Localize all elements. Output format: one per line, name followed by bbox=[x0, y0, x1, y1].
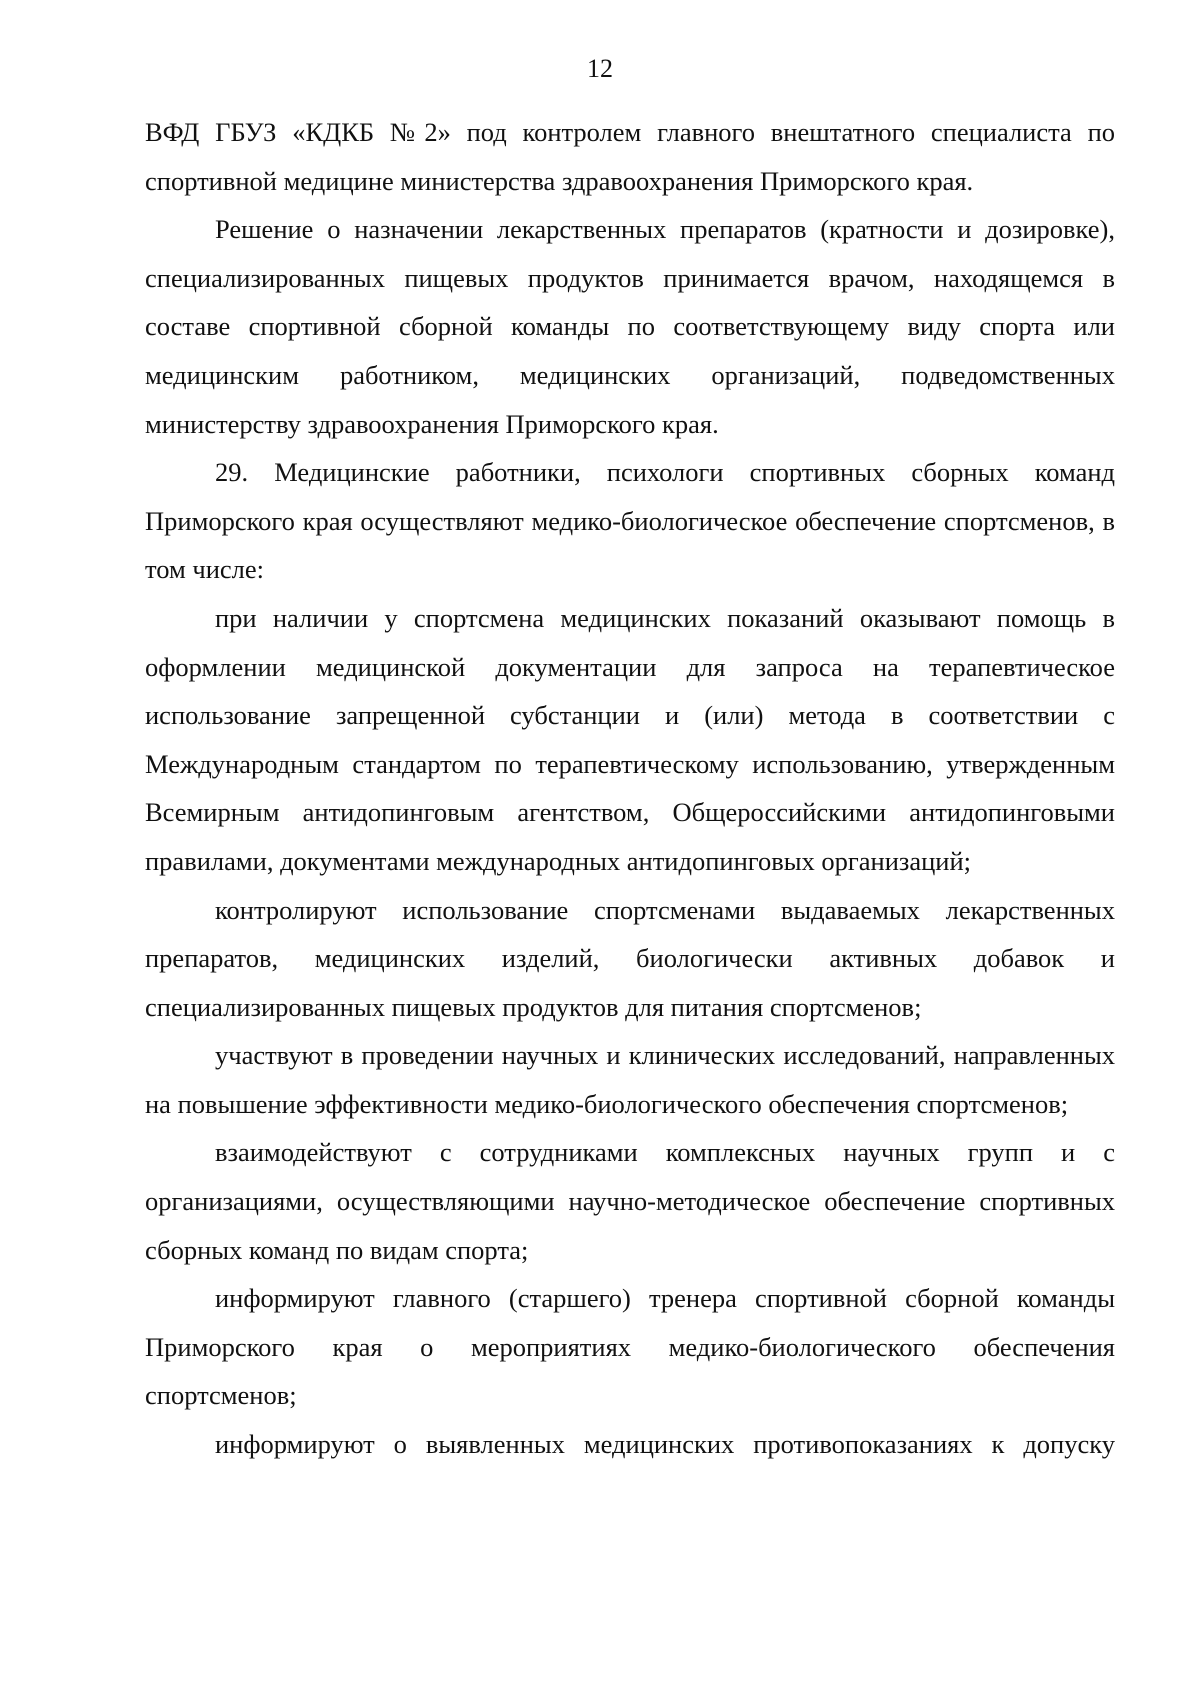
paragraph-therapeutic-use: при наличии у спортсмена медицинских показаний оказывают помощь в оформлении медицинской документации для запроса на терапевтическое использование запрещенной субстанции и (или) метода в соответствии с Международным стандартом по терапевтическому использованию, утвержденным Всемирным антидопинговым агентством, Общероссийскими антидопинговыми правилами, документами международных антидопинговых организаций; bbox=[145, 602, 1115, 876]
paragraph-research: участвуют в проведении научных и клинических исследований, направленных на повышение эффективности медико-биологического обеспечения спортсменов; bbox=[145, 1040, 1115, 1119]
paragraph-item-29: 29. Медицинские работники, психологи спортивных сборных команд Приморского края осуществляют медико-биологическое обеспечение спортсменов, в том числе: bbox=[145, 457, 1115, 585]
paragraph-decision: Решение о назначении лекарственных препаратов (кратности и дозировке), специализированных пищевых продуктов принимается врачом, находящемся в составе спортивной сборной команды по соответствующему виду спорта или медицинским работником, медицинских организаций, подведомственных министерству здравоохранения Приморского края. bbox=[145, 214, 1115, 439]
page-number: 12 bbox=[587, 54, 613, 83]
document-body bbox=[145, 108, 1115, 1469]
paragraph-continuation: ВФД ГБУЗ «КДКБ №2» под контролем главного внештатного специалиста по спортивной медицине министерства здравоохранения Приморского края. bbox=[145, 117, 1115, 196]
paragraph-inform-contraindications: информируют о выявленных медицинских противопоказаниях к допуску bbox=[215, 1429, 1115, 1460]
paragraph-control-use: контролируют использование спортсменами выдаваемых лекарственных препаратов, медицинских изделий, биологически активных добавок и специализированных пищевых продуктов для питания спортсменов; bbox=[145, 894, 1115, 1022]
paragraph-inform-coach: информируют главного (старшего) тренера спортивной сборной команды Приморского края о мероприятиях медико-биологического обеспечения спортсменов; bbox=[145, 1283, 1115, 1411]
paragraph-cooperation: взаимодействуют с сотрудниками комплексных научных групп и с организациями, осуществляющими научно-методическое обеспечение спортивных сборных команд по видам спорта; bbox=[145, 1137, 1115, 1265]
